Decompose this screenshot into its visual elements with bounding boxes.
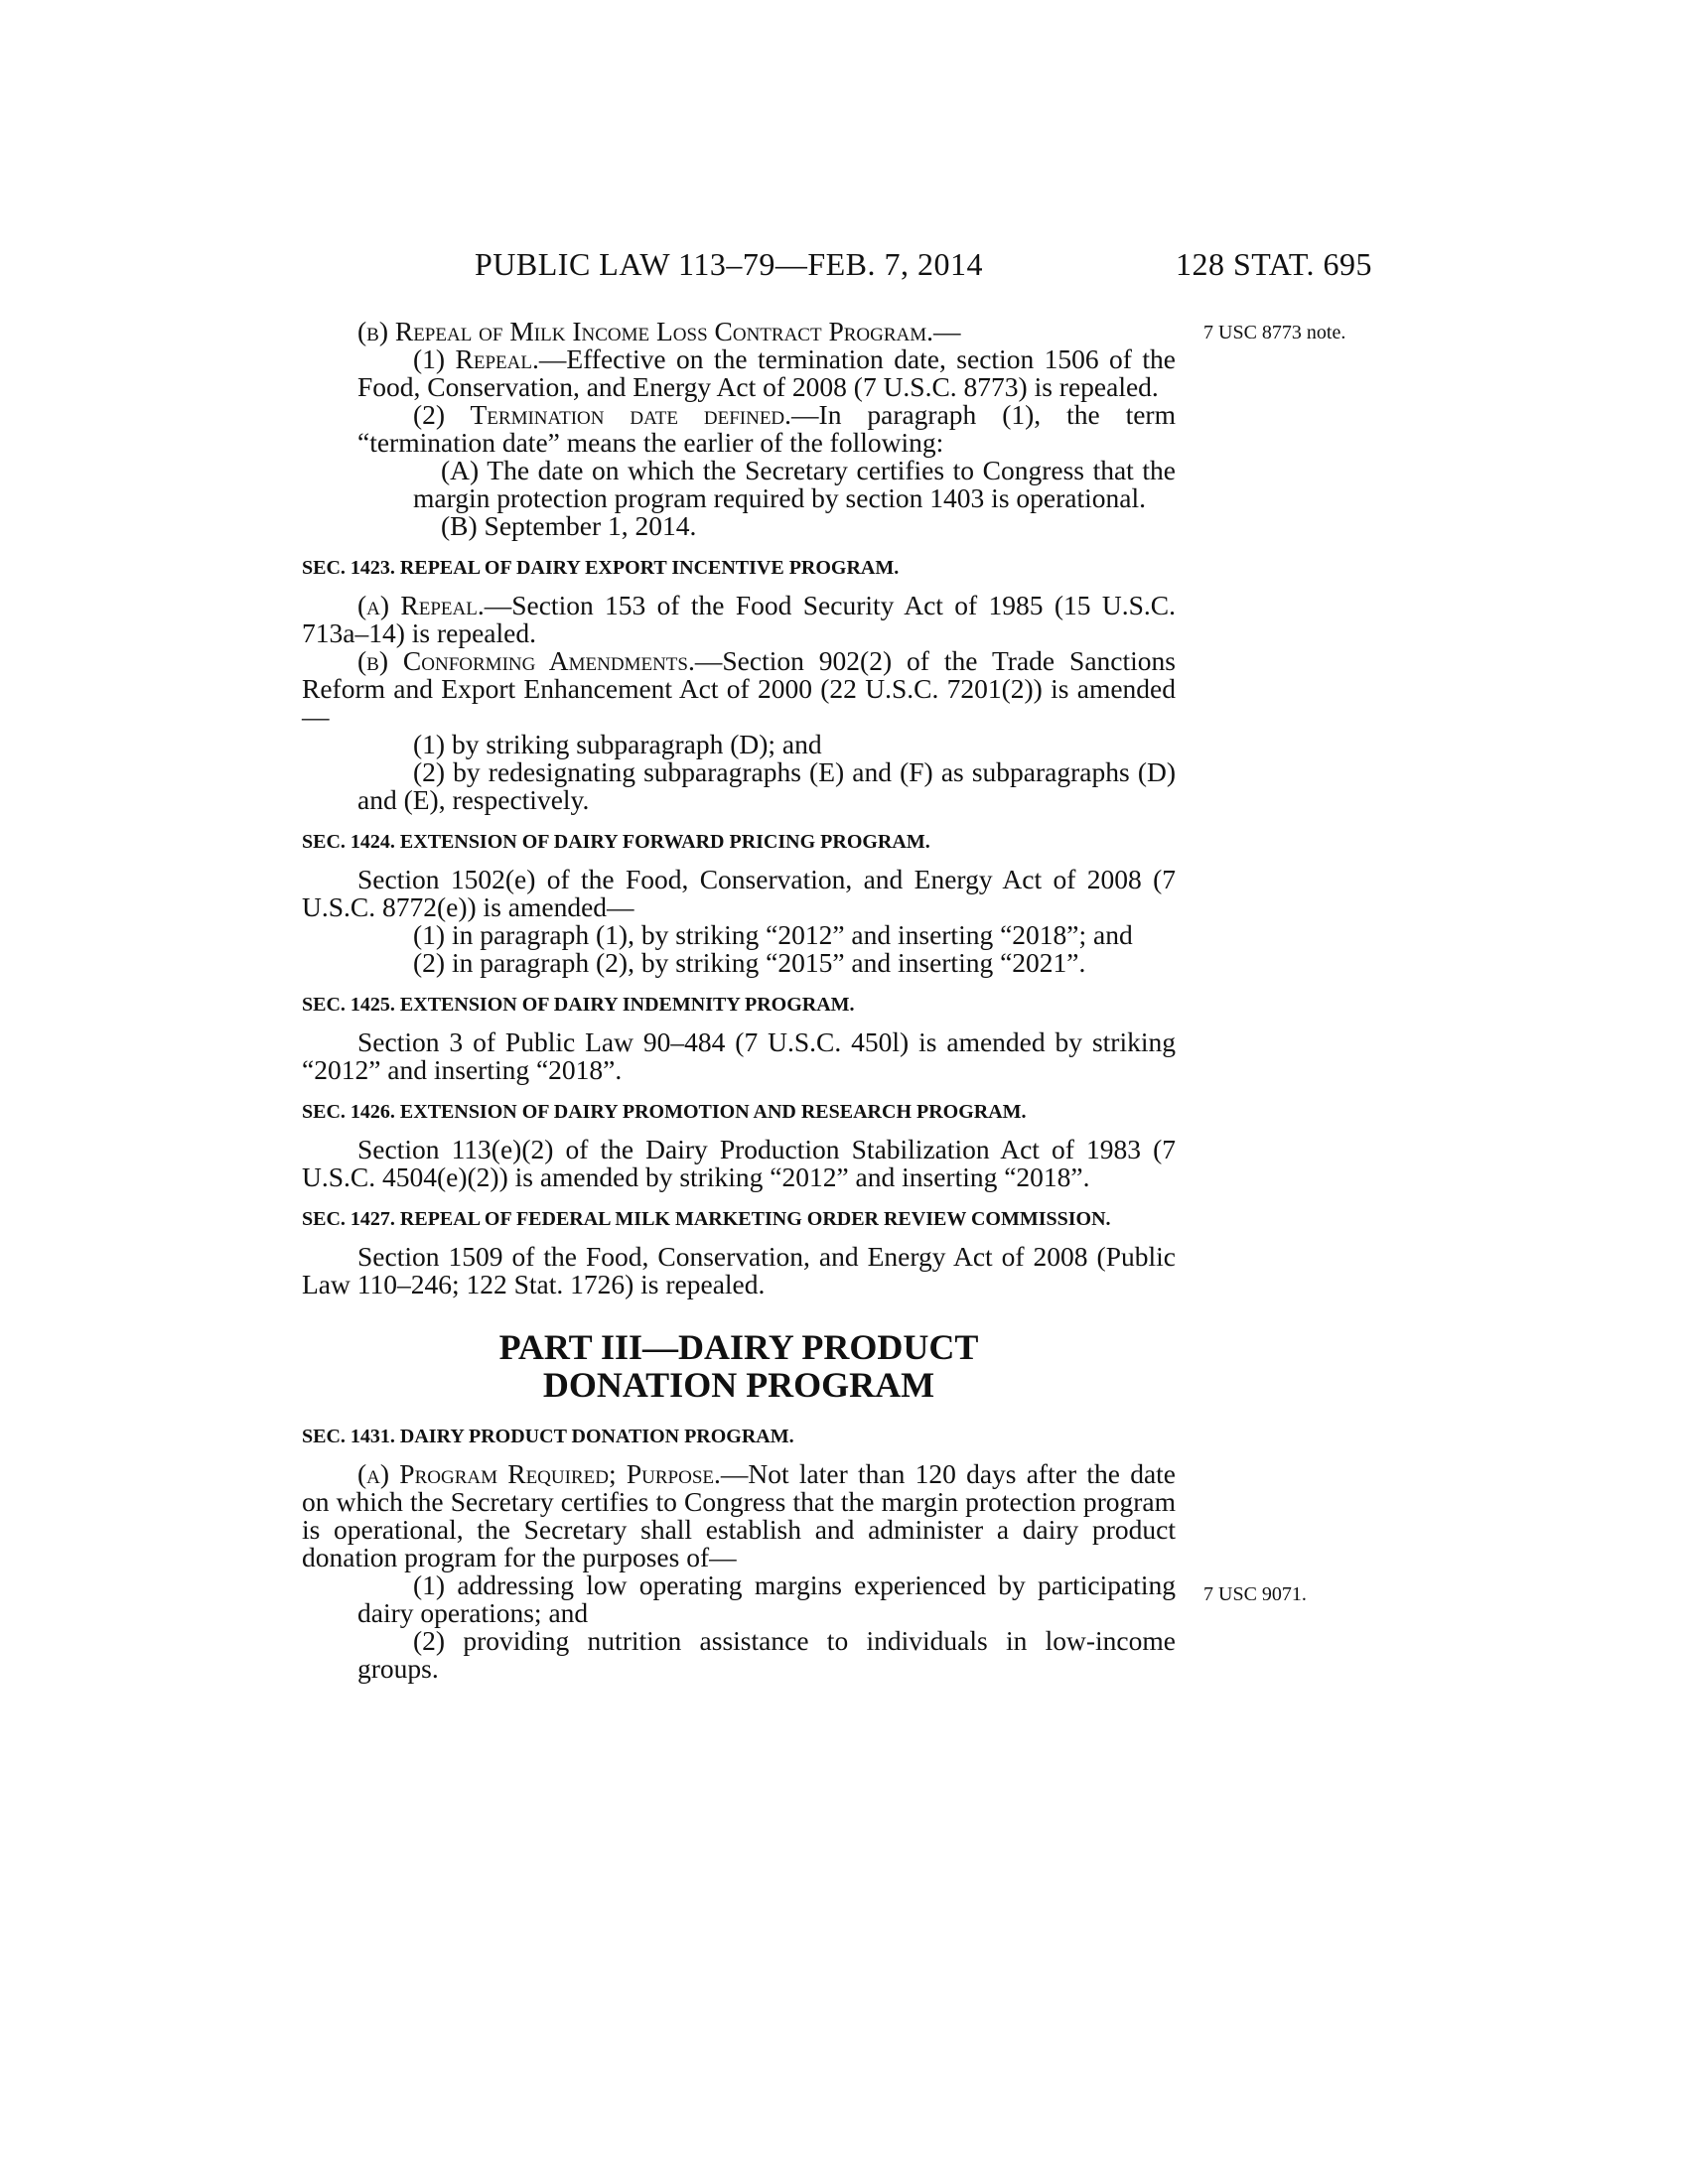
section-heading: SEC. 1427. REPEAL OF FEDERAL MILK MARKETING ORDER REVIEW COMMISSION. <box>302 1208 1111 1230</box>
paragraph: (2) providing nutrition assistance to individuals in low-income groups. <box>357 1625 1176 1684</box>
subparagraph: (A) The date on which the Secretary certifies to Congress that the margin protection program required by section 1403 is operational. <box>413 455 1176 513</box>
paragraph: (1) Repeal.—Effective on the termination date, section 1506 of the Food, Conservation, and Energy Act of 2008 (7 U.S.C. 8773) is repealed. <box>357 343 1176 402</box>
section-heading: SEC. 1424. EXTENSION OF DAIRY FORWARD PRICING PROGRAM. <box>302 831 930 853</box>
section-heading: SEC. 1431. DAIRY PRODUCT DONATION PROGRAM. <box>302 1426 794 1447</box>
document-body <box>302 318 1176 1683</box>
paragraph: (2) Termination date defined.—In paragraph (1), the term “termination date” means the earlier of the following: <box>357 399 1176 458</box>
page-title: PUBLIC LAW 113–79—FEB. 7, 2014 <box>475 246 984 282</box>
subparagraph: (B) September 1, 2014. <box>441 510 697 541</box>
page-header <box>298 246 1372 290</box>
paragraph: (2) by redesignating subparagraphs (E) and (F) as subparagraphs (D) and (E), respectively. <box>357 756 1176 815</box>
section-heading: SEC. 1425. EXTENSION OF DAIRY INDEMNITY PROGRAM. <box>302 994 855 1016</box>
paragraph: Section 1509 of the Food, Conservation, and Energy Act of 2008 (Public Law 110–246; 122 Stat. 1726) is repealed. <box>302 1241 1176 1299</box>
paragraph: Section 3 of Public Law 90–484 (7 U.S.C. 450l) is amended by striking “2012” and inserting “2018”. <box>302 1026 1176 1085</box>
paragraph: Section 113(e)(2) of the Dairy Production Stabilization Act of 1983 (7 U.S.C. 4504(e)(2)) is amended by striking “2012” and inserting “2018”. <box>302 1134 1176 1192</box>
section-heading: SEC. 1426. EXTENSION OF DAIRY PROMOTION AND RESEARCH PROGRAM. <box>302 1101 1027 1123</box>
paragraph: (a) Program Required; Purpose.—Not later than 120 days after the date on which the Secretary certifies to Congress that the margin protection program is operational, the Secretary shall establish and administer a dairy product donation program for the purposes of— <box>302 1458 1176 1572</box>
margin-note-usc-1431: 7 USC 9071. <box>1203 1583 1307 1605</box>
paragraph: (b) Conforming Amendments.—Section 902(2) of the Trade Sanctions Reform and Export Enhancement Act of 2000 (22 U.S.C. 7201(2)) is amended— <box>302 645 1177 732</box>
paragraph: (a) Repeal.—Section 153 of the Food Security Act of 1985 (15 U.S.C. 713a–14) is repealed. <box>302 590 1176 648</box>
section-heading: SEC. 1423. REPEAL OF DAIRY EXPORT INCENTIVE PROGRAM. <box>302 557 900 579</box>
subsection-heading: (b) Repeal of Milk Income Loss Contract Program.— <box>357 316 961 346</box>
paragraph: (1) by striking subparagraph (D); and <box>413 729 822 759</box>
paragraph: (1) addressing low operating margins experienced by participating dairy operations; and <box>357 1570 1176 1628</box>
margin-note-usc: 7 USC 8773 note. <box>1203 322 1346 343</box>
paragraph: (1) in paragraph (1), by striking “2012” and inserting “2018”; and <box>413 919 1133 950</box>
paragraph: Section 1502(e) of the Food, Conservation, and Energy Act of 2008 (7 U.S.C. 8772(e)) is amended— <box>302 864 1176 922</box>
page-number: 128 STAT. 695 <box>1175 246 1372 282</box>
paragraph: (2) in paragraph (2), by striking “2015” and inserting “2021”. <box>413 947 1086 978</box>
part-title: PART III—DAIRY PRODUCT DONATION PROGRAM <box>498 1327 979 1405</box>
